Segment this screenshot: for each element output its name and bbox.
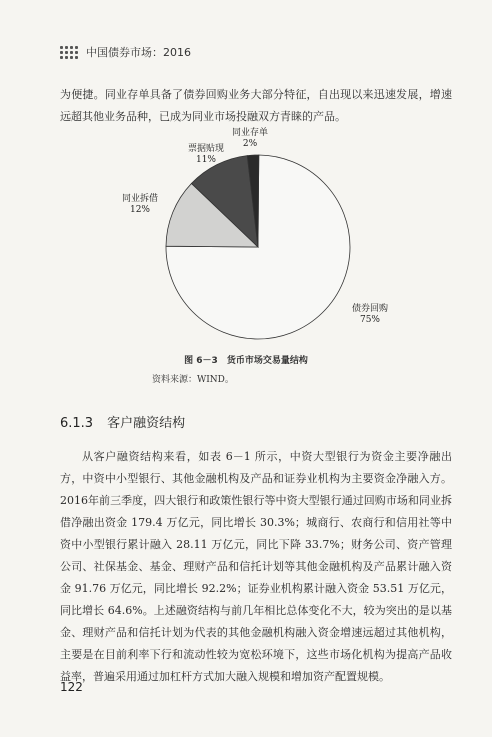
paragraph-financing-structure: 从客户融资结构来看，如表 6－1 所示，中资大型银行为资金主要净融出方，中资中小型银行、其他金融机构及产品和证券业机构为主要资金净融入方。2016年前三季度，四大银行和政策性银行等中资大型银行通过回购市场和同业拆借净融出资金 179.4 万亿元，同比增长 30.3%；城商行、农商行和信用社等中资中小型银行累计融入 28.11 万亿元，同比下降 33.7%；财务公司、资产管理公司、社保基金、基金、理财产品和信托计划等其他金融机构及产品累计融入资金 91.76 万亿元，同比增长 92.2%；证券业机构累计融入资金 53.51 万亿元，同比增长 64.6%。上述融资结构与前几年相比总体变化不大，较为突出的是以基金、理财产品和信托计划为代表的其他金融机构融入资金增速远超过其他机构，主要是在目前利率下行和流动性较为宽松环境下，这些市场化机构为提高产品收益率，普遍采用通过加杠杆方式加大融入规模和增加资产配置规模。 xyxy=(60,450,452,683)
slice-percent-interbank-cd: 2% xyxy=(242,139,258,149)
paragraph-intro: 为便捷。同业存单具备了债券回购业务大部分特征，自出现以来迅速发展，增速远超其他业务品种，已成为同业市场投融双方青睐的产品。 xyxy=(60,88,452,123)
slice-label-bond-repo: 债券回购 xyxy=(351,304,389,314)
figure-caption: 图 6－3 货币市场交易量结构 xyxy=(184,356,308,366)
slice-label-bill-discount: 票据贴现 xyxy=(187,144,225,154)
section-heading xyxy=(60,412,185,431)
slice-label-interbank-lending: 同业拆借 xyxy=(121,194,159,204)
section-title: 客户融资结构 xyxy=(107,416,186,431)
slice-percent-interbank-lending: 12% xyxy=(129,205,151,215)
slice-label-interbank-cd: 同业存单 xyxy=(231,128,269,138)
slice-percent-bill-discount: 11% xyxy=(195,155,217,165)
figure-source: 资料来源：WIND。 xyxy=(152,375,234,385)
dot-grid-icon xyxy=(60,46,78,59)
slice-percent-bond-repo: 75% xyxy=(359,315,381,325)
page-number: 122 xyxy=(60,680,83,694)
pie-chart xyxy=(100,125,390,345)
section-number: 6.1.3 xyxy=(60,416,94,431)
running-header xyxy=(60,44,191,60)
header-title: 中国债券市场：2016 xyxy=(86,46,191,59)
